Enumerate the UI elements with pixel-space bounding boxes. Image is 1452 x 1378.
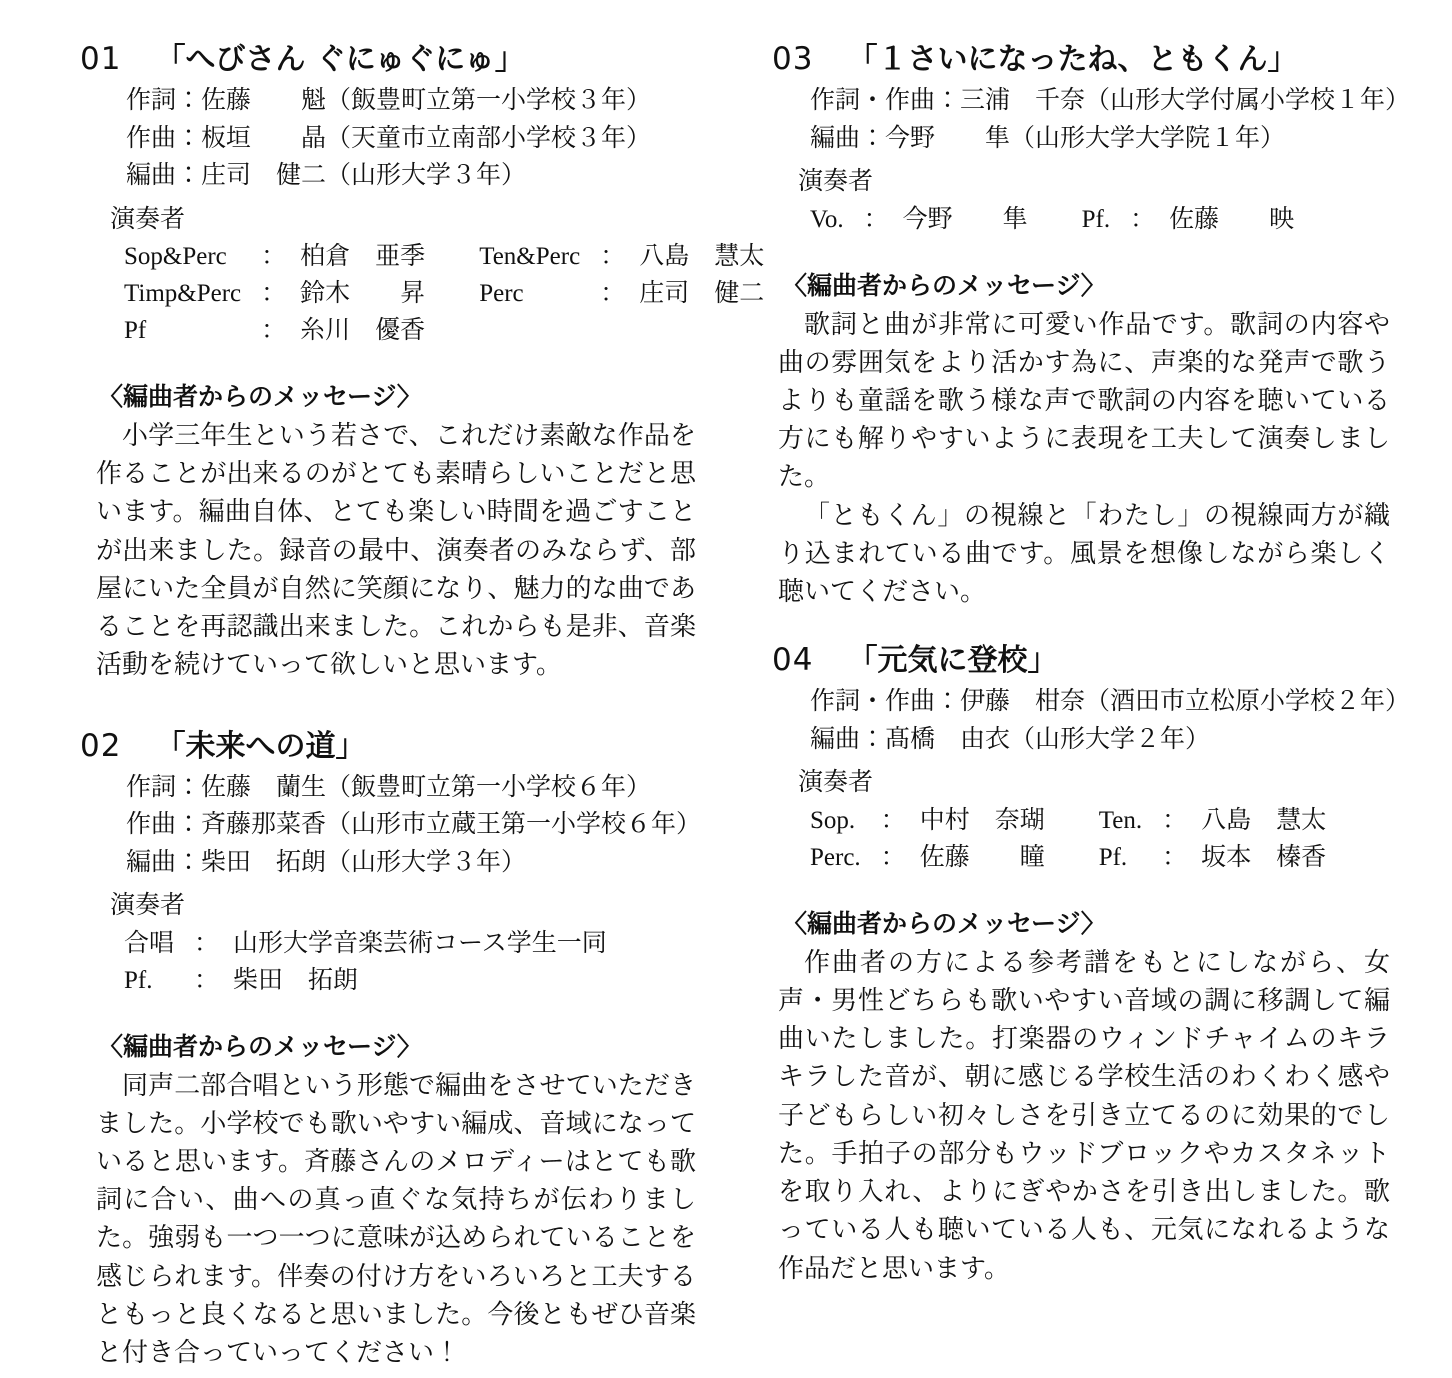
performer-role: Perc (479, 280, 524, 307)
performer-name: 糸川 優香 (300, 317, 426, 344)
message-title: 〈編曲者からのメッセージ〉 (98, 382, 422, 411)
performer-role: Pf. (124, 966, 153, 994)
performer-name: 佐藤 瞳 (919, 843, 1045, 871)
credit-list (754, 82, 1411, 157)
message-paragraph: 小学三年生という若さで、これだけ素敵な作品を作ることが出来るのがとても素晴らしいことだと思います。編曲自体、とても楽しい時間を過ごすことが出来ました。録音の最中、演奏者のみならず、部屋にいた全員が自然に笑顔になり、魅力的な曲であることを再認識出来ました。これからも是非、音楽活動を続けていって欲しいと思います。 (96, 421, 696, 680)
credit-separator: ： (176, 87, 202, 114)
track-title: 「元気に登校」 (847, 643, 1058, 679)
credit-affiliation: （山形大学３年） (326, 162, 527, 189)
credit-separator: ： (176, 124, 202, 152)
table-row (810, 201, 1348, 238)
credit-person: 佐藤 蘭生 (201, 773, 327, 801)
performer-name: 柏倉 亜季 (300, 243, 426, 270)
credit-line (126, 769, 702, 807)
performer-separator: ： (261, 243, 287, 270)
performers-label: 演奏者 (110, 205, 186, 233)
track-number: 04 (772, 642, 814, 679)
credit-person: 今野 隼 (885, 124, 1011, 152)
track-entry-03 (754, 34, 1411, 611)
credit-list (754, 683, 1411, 758)
credit-person: 三浦 千奈 (960, 87, 1086, 114)
performers-table (810, 802, 1380, 876)
credit-affiliation: （山形大学付属小学校１年） (1085, 87, 1411, 114)
performers-table (124, 925, 637, 999)
message-body (96, 417, 696, 685)
message-paragraph: 同声二部合唱という形態で編曲をさせていただきました。小学校でも歌いやすい編成、音域になっていると思います。斉藤さんのメロディーはとても歌詞に合い、曲への真っ直ぐな気持ちが伝わりました。強弱も一つ一つに意味が込められていることを感じられます。伴奏の付け方をいろいろと工夫するともっと良くなると思いました。今後ともぜひ音楽と付き合っていってください！ (96, 1070, 696, 1368)
performer-role: Perc. (810, 843, 861, 871)
credit-person: 板垣 晶 (201, 124, 327, 152)
message-title: 〈編曲者からのメッセージ〉 (782, 908, 1106, 938)
message-body (96, 1067, 696, 1373)
performer-separator: ： (194, 966, 220, 994)
table-row (124, 238, 818, 275)
credit-separator: ： (860, 725, 886, 753)
performer-name: 鈴木 昇 (300, 280, 426, 307)
performer-role: Sop. (810, 806, 856, 834)
credit-affiliation: （山形大学２年） (1010, 725, 1211, 753)
performer-name: 柴田 拓朗 (233, 966, 359, 994)
credit-separator: ： (176, 773, 202, 801)
credit-affiliation: （山形大学大学院１年） (1010, 124, 1286, 152)
track-number: 01 (80, 41, 122, 77)
credit-separator: ： (935, 688, 961, 716)
credit-line (126, 157, 702, 195)
credit-role: 編曲 (126, 848, 177, 876)
performer-role: Ten. (1098, 806, 1143, 834)
table-row (124, 925, 637, 962)
credit-person: 庄司 健二 (201, 162, 327, 189)
two-column-layout (62, 34, 1411, 1378)
track-heading (80, 721, 702, 765)
credit-line (810, 120, 1394, 158)
track-entry-04 (754, 635, 1411, 1287)
credit-person: 柴田 拓朗 (201, 848, 327, 876)
table-row (124, 275, 818, 312)
credit-line (126, 806, 702, 844)
credit-role: 作詞 (126, 87, 177, 114)
performers-table (124, 238, 818, 349)
track-entry-01 (62, 34, 765, 685)
credit-role: 作曲 (126, 124, 177, 152)
track-heading (772, 635, 1394, 679)
credit-list (62, 769, 702, 882)
credit-line (810, 82, 1411, 120)
performers-label: 演奏者 (798, 168, 874, 195)
credit-person: 伊藤 柑奈 (960, 688, 1086, 716)
performer-name: 山形大学音楽芸術コース学生一同 (233, 929, 607, 957)
performer-name: 中村 奈瑚 (919, 806, 1045, 834)
track-heading (80, 34, 702, 78)
performer-separator: ： (1130, 205, 1156, 233)
table-row (810, 839, 1380, 876)
performer-name: 八島 慧太 (1201, 806, 1327, 834)
message-body (778, 944, 1390, 1288)
credit-role: 作詞・作曲 (810, 87, 936, 114)
credit-separator: ： (935, 87, 961, 114)
performer-name: 坂本 榛香 (1201, 843, 1327, 871)
credit-person: 斉藤那菜香 (201, 811, 327, 839)
credit-separator: ： (176, 848, 202, 876)
track-title: 「１さいになったね、ともくん」 (847, 42, 1298, 77)
performer-role: Vo. (810, 205, 844, 233)
table-row (124, 962, 637, 999)
message-paragraph: 作曲者の方による参考譜をもとにしながら、女声・男性どちらも歌いやすい音域の調に移調して編曲いたしました。打楽器のウィンドチャイムのキラキラした音が、朝に感じる学校生活のわくわく感や子どもらしい初々しさを引き立てるのに効果的でした。手拍子の部分もウッドブロックやカスタネットを取り入れ、よりにぎやかさを引き出しました。歌っている人も聴いている人も、元気になれるような作品だと思います。 (778, 947, 1390, 1283)
section-spacer (62, 691, 702, 721)
credit-role: 編曲 (810, 725, 861, 753)
credit-separator: ： (176, 811, 202, 839)
message-title: 〈編曲者からのメッセージ〉 (98, 1031, 422, 1061)
track-number: 02 (80, 727, 122, 764)
performer-role: Pf. (1098, 843, 1128, 871)
credit-line (810, 683, 1411, 721)
credit-affiliation: （天童市立南部小学校３年） (326, 124, 652, 152)
performer-separator: ： (1162, 843, 1188, 871)
credit-affiliation: （飯豊町立第一小学校３年） (326, 87, 652, 114)
credit-affiliation: （飯豊町立第一小学校６年） (326, 773, 652, 801)
track-heading (772, 34, 1394, 78)
credit-line (126, 120, 702, 158)
credit-line (810, 721, 1394, 759)
right-column (754, 34, 1411, 1294)
credit-affiliation: （山形市立蔵王第一小学校６年） (326, 811, 702, 839)
credit-role: 作詞 (126, 773, 177, 801)
performer-role: Ten&Perc (479, 243, 581, 270)
performer-separator: ： (880, 806, 906, 834)
left-column (62, 34, 765, 1378)
performer-separator: ： (1162, 806, 1188, 834)
track-title: 「へびさん ぐにゅぐにゅ」 (155, 42, 525, 77)
track-number: 03 (772, 41, 814, 77)
credit-list (62, 82, 702, 195)
section-spacer (754, 617, 1394, 635)
performer-name: 佐藤 映 (1169, 205, 1295, 233)
message-title: 〈編曲者からのメッセージ〉 (782, 270, 1106, 300)
credit-affiliation: （山形大学３年） (326, 848, 527, 876)
credit-affiliation: （酒田市立松原小学校２年） (1085, 688, 1411, 716)
credit-role: 作曲 (126, 811, 177, 839)
table-row (810, 802, 1380, 839)
credit-line (126, 844, 702, 882)
performer-role: Pf (124, 317, 147, 344)
performer-role: Sop&Perc (124, 243, 227, 270)
performer-separator: ： (194, 929, 220, 957)
performer-name: 八島 慧太 (639, 243, 765, 270)
credit-person: 佐藤 魁 (201, 87, 327, 114)
performer-role: Timp&Perc (124, 280, 242, 307)
performers-table (810, 201, 1348, 238)
performers-label: 演奏者 (110, 892, 186, 920)
performers-label: 演奏者 (798, 769, 874, 797)
performer-separator: ： (600, 243, 626, 270)
credit-person: 髙橋 由衣 (885, 725, 1011, 753)
credit-line (126, 82, 702, 120)
performer-separator: ： (261, 317, 287, 344)
credit-role: 編曲 (126, 162, 177, 189)
performer-separator: ： (600, 280, 626, 307)
performer-name: 今野 隼 (902, 205, 1028, 233)
message-paragraph: 「ともくん」の視線と「わたし」の視線両方が織り込まれている曲です。風景を想像しながら楽しく聴いてください。 (778, 500, 1390, 607)
performer-separator: ： (880, 843, 906, 871)
credit-separator: ： (860, 124, 886, 152)
message-body (778, 306, 1390, 612)
table-row (124, 312, 818, 349)
track-title: 「未来への道」 (155, 728, 366, 764)
performer-name: 庄司 健二 (639, 280, 765, 307)
track-entry-02 (62, 721, 702, 1373)
performer-separator: ： (261, 280, 287, 307)
performer-role: Pf. (1081, 205, 1111, 233)
credit-role: 編曲 (810, 124, 861, 152)
performer-separator: ： (863, 205, 889, 233)
credit-separator: ： (176, 162, 202, 189)
performer-role: 合唱 (124, 929, 175, 957)
credit-role: 作詞・作曲 (810, 688, 936, 716)
message-paragraph: 歌詞と曲が非常に可愛い作品です。歌詞の内容や曲の雰囲気をより活かす為に、声楽的な発声で歌うよりも童謡を歌う様な声で歌詞の内容を聴いている方にも解りやすいように表現を工夫して演奏しました。 (778, 309, 1390, 492)
